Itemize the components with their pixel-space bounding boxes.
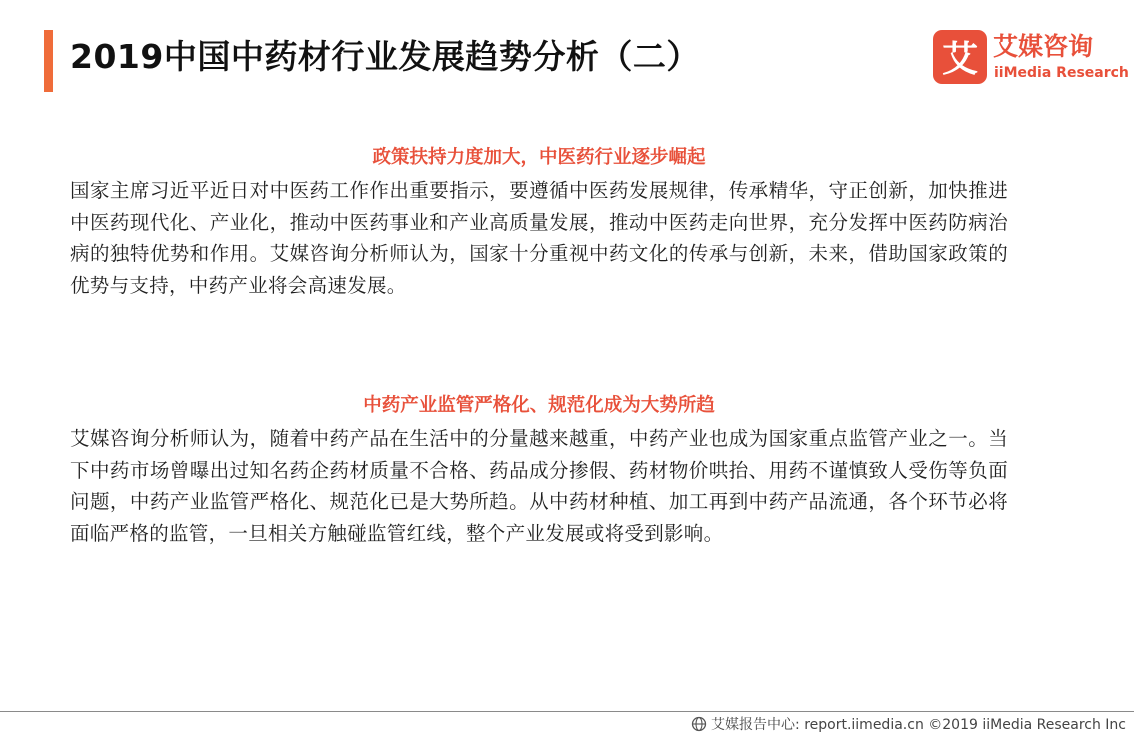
globe-icon bbox=[691, 716, 707, 732]
logo-mark-glyph: 艾 bbox=[941, 39, 979, 80]
section-policy-support bbox=[70, 145, 1008, 301]
logo-subtitle: iiMedia Research bbox=[994, 65, 1129, 81]
section-regulation bbox=[70, 393, 1008, 549]
page-title: 2019中国中药材行业发展趋势分析（二） bbox=[70, 37, 700, 76]
section-body: 国家主席习近平近日对中医药工作作出重要指示，要遵循中医药发展规律，传承精华，守正创新，加快推进中医药现代化、产业化，推动中医药事业和产业高质量发展，推动中医药走向世界，充分发挥中医药防病治病的独特优势和作用。艾媒咨询分析师认为，国家十分重视中药文化的传承与创新，未来，借助国家政策的优势与支持，中药产业将会高速发展。 bbox=[70, 179, 1008, 297]
footer-divider bbox=[0, 711, 1134, 712]
section-body: 艾媒咨询分析师认为，随着中药产品在生活中的分量越来越重，中药产业也成为国家重点监管产业之一。当下中药市场曾曝出过知名药企药材质量不合格、药品成分掺假、药材物价哄抬、用药不谨慎致人受伤等负面问题，中药产业监管严格化、规范化已是大势所趋。从中药材种植、加工再到中药产品流通，各个环节必将面临严格的监管，一旦相关方触碰监管红线，整个产业发展或将受到影响。 bbox=[70, 427, 1008, 545]
section-heading: 中药产业监管严格化、规范化成为大势所趋 bbox=[363, 395, 715, 416]
footer-text: 艾媒报告中心: report.iimedia.cn ©2019 iiMedia Research Inc bbox=[711, 717, 1126, 733]
title-accent-bar bbox=[44, 30, 53, 92]
footer bbox=[691, 713, 1126, 735]
logo-mark-icon bbox=[933, 30, 987, 84]
logo-name: 艾媒咨询 bbox=[993, 32, 1094, 61]
brand-logo bbox=[933, 30, 1129, 86]
section-heading: 政策扶持力度加大，中医药行业逐步崛起 bbox=[372, 147, 706, 168]
